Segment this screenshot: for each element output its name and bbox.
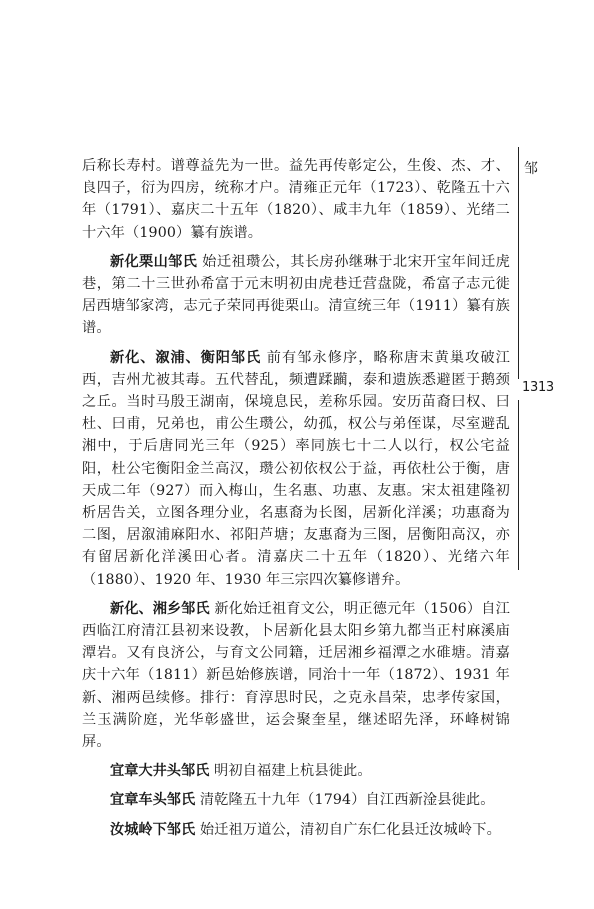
entry-paragraph bbox=[82, 819, 510, 841]
running-head: 邹 bbox=[524, 161, 538, 177]
clan-heading: 新化、溆浦、衡阳邹氏 bbox=[110, 349, 262, 366]
entry-paragraph bbox=[82, 598, 510, 753]
entry-paragraph bbox=[82, 760, 510, 782]
paragraph-text: 后称长寿村。谱尊益先为一世。益先再传彰定公，生俊、杰、才、良四子，衍为四房，统称才户。清雍正元年（1723）、乾隆五十六年（1791）、嘉庆二十五年（1820）、咸丰九年（1859）、光绪二十六年（1900）纂有族谱。 bbox=[82, 158, 510, 241]
entry-paragraph bbox=[82, 789, 510, 811]
paragraph-text: 清乾隆五十九年（1794）自江西新淦县徙此。 bbox=[199, 792, 495, 809]
page-number: 1313 bbox=[522, 380, 554, 395]
paragraph-text: 明初自福建上杭县徙此。 bbox=[214, 763, 372, 780]
entry-paragraph bbox=[82, 347, 510, 591]
paragraph-text: 始迁祖瓒公，其长房孙继琳于北宋开宝年间迁虎巷，第二十三世孙希富于元末明初由虎巷迁营盘陇，希富子志元徙居西塘邹家湾，志元子荣同再徙栗山。清宣统三年（1911）纂有族谱。 bbox=[82, 253, 510, 337]
clan-heading: 宜章大井头邹氏 bbox=[110, 763, 210, 780]
paragraph-continuation bbox=[82, 155, 510, 244]
clan-heading: 汝城岭下邹氏 bbox=[110, 821, 196, 838]
clan-heading: 宜章车头邹氏 bbox=[110, 792, 196, 809]
paragraph-text: 始迁祖万道公，清初自广东仁化县迁汝城岭下。 bbox=[199, 821, 501, 838]
clan-heading: 新化、湘乡邹氏 bbox=[110, 600, 210, 617]
body-text bbox=[82, 155, 510, 848]
entry-paragraph bbox=[82, 251, 510, 340]
paragraph-text: 新化始迁祖育文公，明正德元年（1506）自江西临江府清江县初来设教，卜居新化县太阳乡第九都当正村麻溪庙潭岩。又有良济公，与育文公同籍，迁居湘乡福潭之水碓塘。清嘉庆十六年（1811）新邑始修族谱，同治十一年（1872）、1931 年新、湘两邑续修。排行：育淳思时民，之克永昌荣，忠孝传家国，兰玉满阶庭，光华彰盛世，运会聚奎星，继述昭先泽，环峰树锦屏。 bbox=[82, 600, 510, 751]
margin-rule bbox=[518, 147, 519, 379]
margin-rule-lower bbox=[518, 400, 519, 570]
paragraph-text: 前有邹永修序，略称唐末黄巢攻破江西，吉州尤被其毒。五代替乱，频遭蹂躏，泰和遗族悉避匿于鹅颈之丘。当时马殷王湖南，保境息民，差称乐园。安历苗裔曰权、曰杜、曰甫，兄弟也，甫公生瓒公，幼孤，权公与弟侄谋，尽室避乱湘中，于后唐同光三年（925）率同族七十二人以行，权公宅益阳，杜公宅衡阳金兰高汉，瓒公初依权公于益，再依杜公于衡，唐天成二年（927）而入梅山，生名惠、功惠、友惠。宋太祖建隆初析居告关，立图各理分业，名惠裔为长图，居新化洋溪；功惠裔为二图，居溆浦麻阳水、祁阳芦塘；友惠裔为三图，居衡阳高汉，亦有留居新化洋溪田心者。清嘉庆二十五年（1820）、光绪六年（1880）、1920 年、1930 年三宗四次纂修谱弁。 bbox=[82, 349, 510, 588]
clan-heading: 新化栗山邹氏 bbox=[110, 253, 198, 270]
